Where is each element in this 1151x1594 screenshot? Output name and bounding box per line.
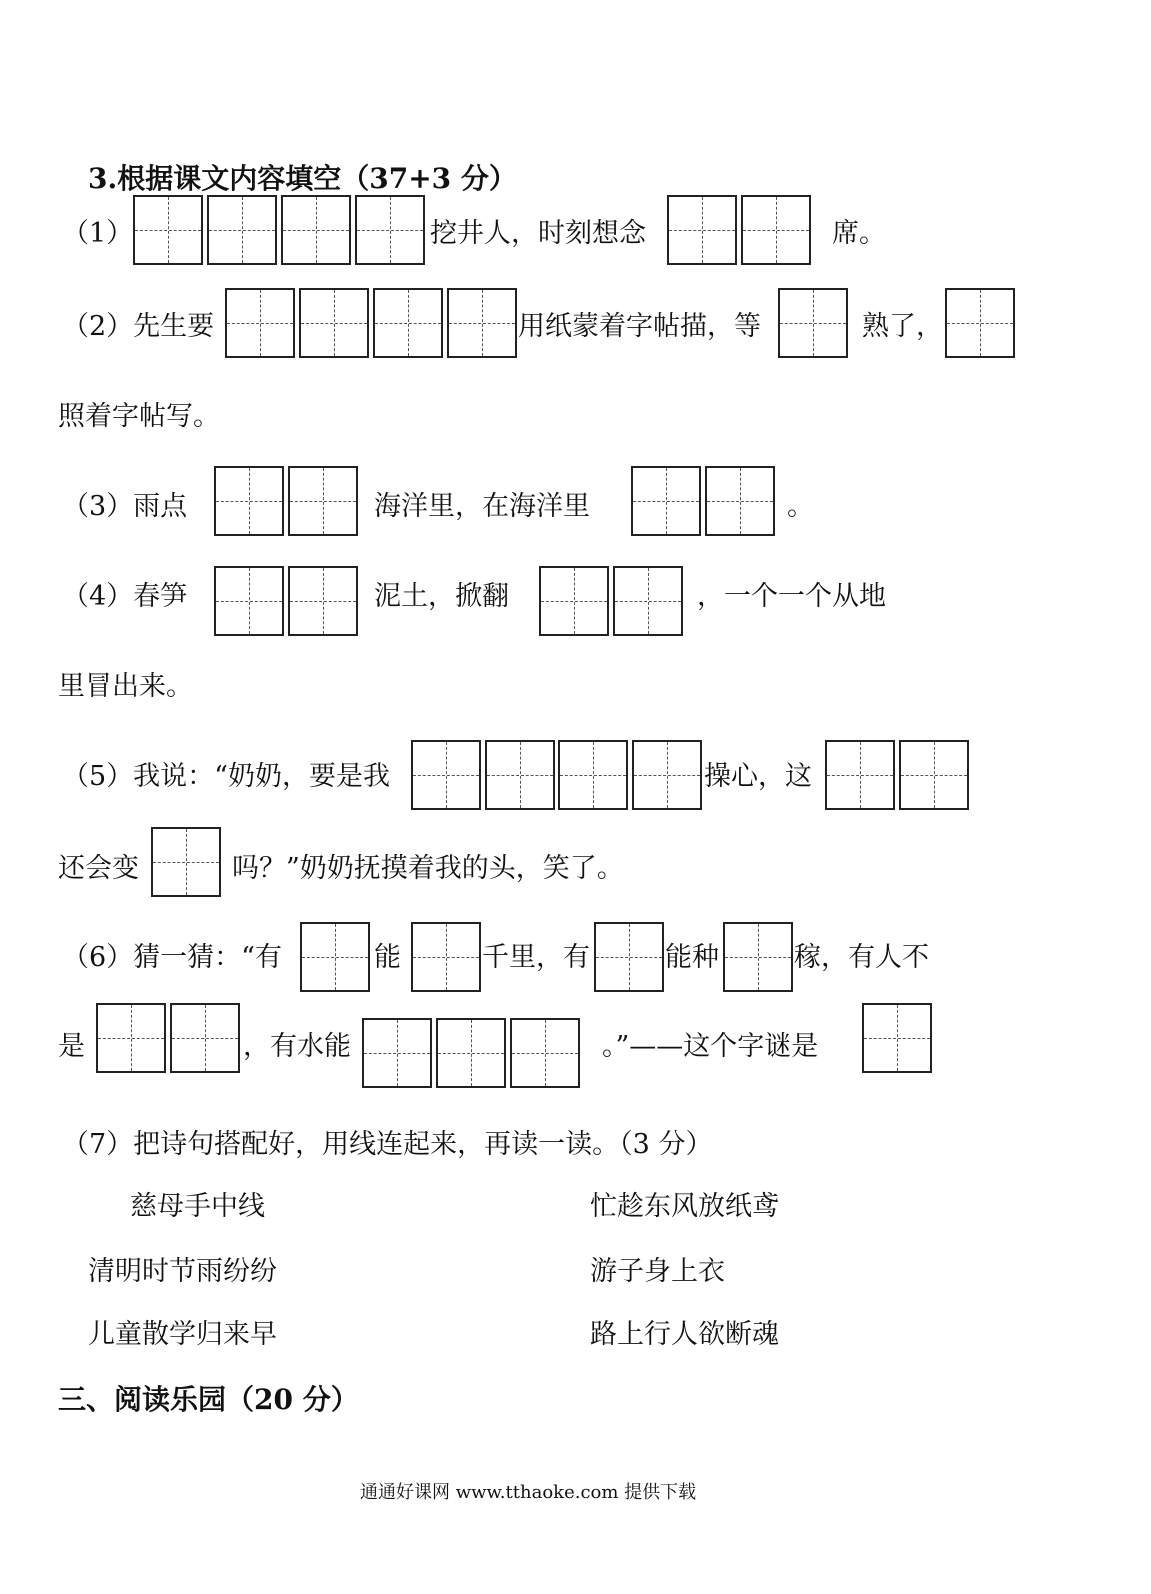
answer-box[interactable]: [300, 922, 370, 992]
answer-box[interactable]: [594, 922, 664, 992]
answer-box[interactable]: [411, 922, 481, 992]
answer-box[interactable]: [632, 740, 702, 810]
answer-box[interactable]: [705, 466, 775, 536]
answer-box[interactable]: [825, 740, 895, 810]
answer-box[interactable]: [96, 1003, 166, 1073]
answer-box[interactable]: [151, 827, 221, 897]
poem-left-line[interactable]: 清明时节雨纷纷: [88, 1256, 277, 1287]
answer-box[interactable]: [170, 1003, 240, 1073]
answer-box[interactable]: [485, 740, 555, 810]
answer-box[interactable]: [288, 466, 358, 536]
q3-number: （3）雨点: [62, 491, 188, 522]
q2-text: 用纸蒙着字帖描，等: [518, 311, 761, 342]
answer-box[interactable]: [558, 740, 628, 810]
section-title: 3.根据课文内容填空（37+3 分）: [88, 162, 517, 195]
q1-number: （1）: [62, 218, 134, 249]
answer-box[interactable]: [373, 288, 443, 358]
answer-box[interactable]: [355, 195, 425, 265]
poem-right-line[interactable]: 游子身上衣: [590, 1256, 725, 1287]
q3-end: 。: [787, 491, 814, 522]
answer-box[interactable]: [899, 740, 969, 810]
answer-box[interactable]: [862, 1003, 932, 1073]
poem-left-line[interactable]: 慈母手中线: [130, 1191, 265, 1222]
q3-text: 海洋里，在海洋里: [374, 491, 590, 522]
q6-line2-a: 是: [58, 1031, 85, 1062]
q1-text: 挖井人，时刻想念: [430, 218, 646, 249]
answer-box[interactable]: [362, 1018, 432, 1088]
answer-box[interactable]: [299, 288, 369, 358]
answer-box[interactable]: [741, 195, 811, 265]
poem-right-line[interactable]: 路上行人欲断魂: [590, 1319, 779, 1350]
q6-text-c: 能种: [665, 942, 719, 973]
poem-left-line[interactable]: 儿童散学归来早: [88, 1319, 277, 1350]
q6-text-d: 稼，有人不: [794, 942, 929, 973]
answer-box[interactable]: [288, 566, 358, 636]
answer-box[interactable]: [723, 922, 793, 992]
q2-text2: 熟了，: [862, 311, 943, 342]
answer-box[interactable]: [667, 195, 737, 265]
section3-title: 三、阅读乐园（20 分）: [58, 1383, 359, 1416]
q2-number: （2）先生要: [62, 311, 215, 342]
answer-box[interactable]: [436, 1018, 506, 1088]
answer-box[interactable]: [214, 566, 284, 636]
answer-box[interactable]: [778, 288, 848, 358]
answer-box[interactable]: [207, 195, 277, 265]
answer-box[interactable]: [631, 466, 701, 536]
q2-continuation: 照着字帖写。: [58, 401, 220, 432]
q1-end: 席。: [832, 218, 886, 249]
q4-number: （4）春笋: [62, 581, 188, 612]
q5-continuation: 还会变: [58, 853, 139, 884]
q7-instruction: （7）把诗句搭配好，用线连起来，再读一读。（3 分）: [62, 1129, 713, 1160]
q5-text: 操心，这: [704, 761, 812, 792]
answer-box[interactable]: [613, 566, 683, 636]
q4-continuation: 里冒出来。: [58, 671, 193, 702]
answer-box[interactable]: [214, 466, 284, 536]
answer-box[interactable]: [539, 566, 609, 636]
answer-box[interactable]: [133, 195, 203, 265]
q6-text-b: 千里，有: [482, 942, 590, 973]
q4-end: ，一个一个从地: [697, 581, 886, 612]
answer-box[interactable]: [945, 288, 1015, 358]
q6-line2-c: 。”——这个字谜是: [602, 1031, 819, 1062]
answer-box[interactable]: [447, 288, 517, 358]
q6-text-a: 能: [374, 942, 401, 973]
answer-box[interactable]: [225, 288, 295, 358]
answer-box[interactable]: [281, 195, 351, 265]
q4-text: 泥土，掀翻: [374, 581, 509, 612]
answer-box[interactable]: [411, 740, 481, 810]
answer-box[interactable]: [510, 1018, 580, 1088]
q5-end: 吗？”奶奶抚摸着我的头，笑了。: [232, 853, 624, 884]
footer-text: 通通好课网 www.tthaoke.com 提供下载: [360, 1482, 697, 1503]
poem-right-line[interactable]: 忙趁东风放纸鸢: [590, 1191, 779, 1222]
q6-number: （6）猜一猜：“有: [62, 942, 282, 973]
q6-line2-b: ，有水能: [243, 1031, 351, 1062]
q5-number: （5）我说：“奶奶，要是我: [62, 761, 390, 792]
